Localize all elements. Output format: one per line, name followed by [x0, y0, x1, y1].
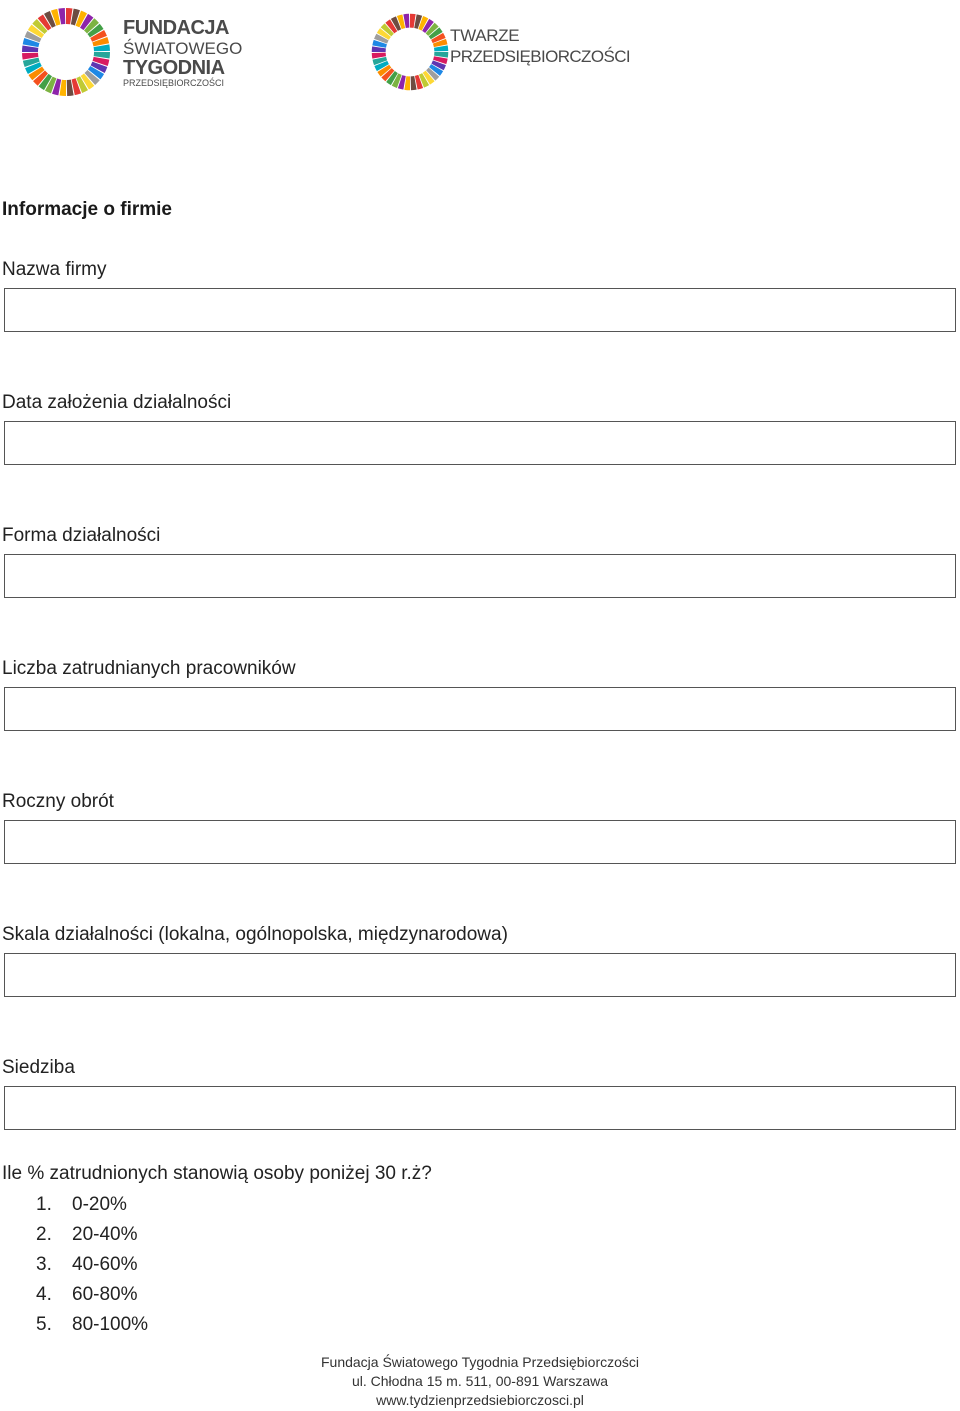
field-label-business-form: Forma działalności [2, 525, 161, 546]
foundation-logo [20, 6, 243, 98]
option-label: 0-20% [72, 1194, 127, 1215]
answer-options-list [36, 1193, 148, 1343]
answer-option[interactable] [36, 1253, 148, 1283]
logo-text-line3: TYGODNIA [123, 57, 225, 79]
business-form-field[interactable] [4, 554, 956, 598]
annual-turnover-field[interactable] [4, 820, 956, 864]
field-label-founding-date: Data założenia działalności [2, 392, 232, 413]
option-number: 5. [36, 1314, 52, 1335]
logo-text-line1: TWARZE [450, 26, 520, 45]
field-label-scale: Skala działalności (lokalna, ogólnopolska, międzynarodowa) [2, 924, 508, 945]
logo-text-line1: FUNDACJA [123, 17, 229, 39]
option-label: 60-80% [72, 1284, 138, 1305]
option-number: 3. [36, 1254, 52, 1275]
scale-field[interactable] [4, 953, 956, 997]
option-label: 40-60% [72, 1254, 138, 1275]
color-ring-logo-icon [20, 6, 112, 98]
field-label-employees: Liczba zatrudnianych pracowników [2, 658, 296, 679]
company-name-field[interactable] [4, 288, 956, 332]
logo-text-line2: PRZEDSIĘBIORCZOŚCI [450, 47, 631, 66]
option-number: 4. [36, 1284, 52, 1305]
logo-text-line2: ŚWIATOWEGO [123, 39, 243, 58]
answer-option[interactable] [36, 1283, 148, 1313]
page-footer [0, 1353, 960, 1410]
field-label-headquarters: Siedziba [2, 1057, 75, 1078]
color-ring-logo-icon [370, 12, 450, 92]
footer-address: ul. Chłodna 15 m. 511, 00-891 Warszawa [351, 1373, 609, 1389]
section-title: Informacje o firmie [2, 199, 172, 220]
option-number: 1. [36, 1194, 52, 1215]
field-label-company-name: Nazwa firmy [2, 259, 107, 280]
option-label: 20-40% [72, 1224, 138, 1245]
headquarters-field[interactable] [4, 1086, 956, 1130]
logo-text-line4: PRZEDSIĘBIORCZOŚCI [123, 78, 225, 88]
answer-option[interactable] [36, 1313, 148, 1343]
option-number: 2. [36, 1224, 52, 1245]
young-employees-question: Ile % zatrudnionych stanowią osoby poniżej 30 r.ż? [2, 1163, 432, 1184]
employees-field[interactable] [4, 687, 956, 731]
field-label-annual-turnover: Roczny obrót [2, 791, 114, 812]
footer-organization: Fundacja Światowego Tygodnia Przedsiębiorczości [320, 1354, 640, 1370]
founding-date-field[interactable] [4, 421, 956, 465]
footer-website[interactable]: www.tydzienprzedsiebiorczosci.pl [376, 1392, 584, 1408]
faces-logo [370, 12, 631, 92]
answer-option[interactable] [36, 1193, 148, 1223]
answer-option[interactable] [36, 1223, 148, 1253]
option-label: 80-100% [72, 1314, 149, 1335]
